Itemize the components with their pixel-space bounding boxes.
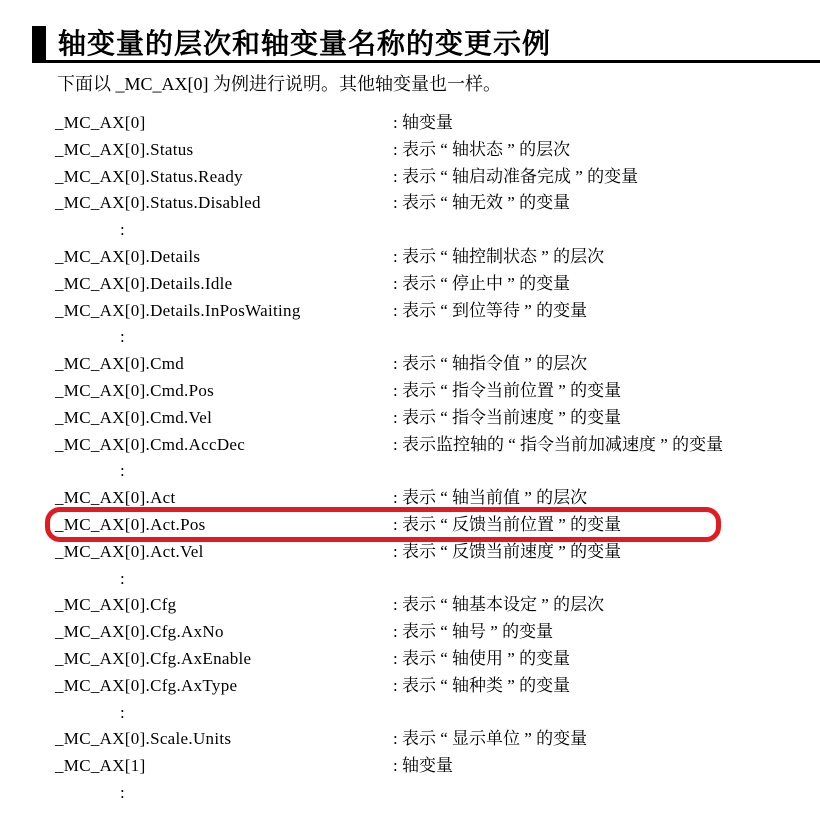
variable-row (0, 244, 820, 271)
section-header (32, 26, 551, 61)
variable-description: : 表示 “ 指令当前位置 ” 的变量 (393, 380, 622, 400)
variable-name: _MC_AX[0].Cfg.AxEnable (55, 648, 252, 668)
variable-row (0, 351, 820, 378)
variable-row (0, 405, 820, 432)
variable-row-highlighted (0, 512, 820, 539)
ellipsis-mark: : (120, 461, 125, 481)
ellipsis-mark: : (120, 220, 125, 240)
variable-name: _MC_AX[0].Status.Disabled (55, 193, 261, 213)
continuation-ellipsis (0, 780, 820, 807)
variable-row (0, 164, 820, 191)
variable-description: : 表示 “ 轴当前值 ” 的层次 (393, 488, 588, 508)
variable-row (0, 378, 820, 405)
variable-description: : 表示 “ 反馈当前速度 ” 的变量 (393, 541, 622, 561)
variable-name: _MC_AX[0].Status.Ready (55, 166, 243, 186)
variable-description: : 表示 “ 轴号 ” 的变量 (393, 622, 554, 642)
variable-row (0, 298, 820, 325)
variable-name: _MC_AX[0].Details.InPosWaiting (55, 300, 301, 320)
variable-list (0, 110, 820, 807)
variable-description: : 表示 “ 轴使用 ” 的变量 (393, 648, 571, 668)
variable-description: : 表示 “ 轴基本设定 ” 的层次 (393, 595, 605, 615)
title-marker-bar (32, 26, 46, 61)
variable-name: _MC_AX[0].Status (55, 139, 194, 159)
continuation-ellipsis (0, 324, 820, 351)
continuation-ellipsis (0, 217, 820, 244)
variable-row (0, 619, 820, 646)
variable-description: : 轴变量 (393, 756, 453, 776)
variable-description: : 表示 “ 轴启动准备完成 ” 的变量 (393, 166, 639, 186)
variable-description: : 表示 “ 轴种类 ” 的变量 (393, 675, 571, 695)
continuation-ellipsis (0, 566, 820, 593)
variable-row (0, 110, 820, 137)
variable-name: _MC_AX[0] (55, 113, 146, 132)
header-rule (32, 60, 820, 63)
variable-description: : 表示 “ 指令当前速度 ” 的变量 (393, 407, 622, 427)
variable-name: _MC_AX[0].Act.Vel (55, 541, 204, 561)
variable-description: : 表示 “ 反馈当前位置 ” 的变量 (393, 514, 622, 534)
variable-row (0, 753, 820, 780)
ellipsis-mark: : (120, 702, 125, 722)
ellipsis-mark: : (120, 782, 125, 802)
variable-name: _MC_AX[0].Cmd.Vel (55, 407, 213, 427)
variable-row (0, 592, 820, 619)
continuation-ellipsis (0, 700, 820, 727)
variable-name: _MC_AX[0].Cmd (55, 354, 185, 374)
variable-row (0, 539, 820, 566)
variable-description: : 表示 “ 轴指令值 ” 的层次 (393, 354, 588, 374)
intro-text: 下面以 _MC_AX[0] 为例进行说明。其他轴变量也一样。 (57, 74, 501, 94)
variable-name: _MC_AX[1] (55, 756, 146, 776)
variable-description: : 表示监控轴的 “ 指令当前加减速度 ” 的变量 (393, 434, 724, 454)
variable-row (0, 271, 820, 298)
variable-name: _MC_AX[0].Cfg (55, 595, 177, 615)
variable-row (0, 646, 820, 673)
variable-description: : 表示 “ 轴状态 ” 的层次 (393, 139, 571, 159)
ellipsis-mark: : (120, 327, 125, 347)
variable-row (0, 673, 820, 700)
ellipsis-mark: : (120, 568, 125, 588)
variable-row (0, 432, 820, 459)
variable-row (0, 485, 820, 512)
variable-name: _MC_AX[0].Act (55, 488, 176, 508)
variable-name: _MC_AX[0].Cmd.Pos (55, 380, 215, 400)
variable-description: : 轴变量 (393, 113, 453, 132)
continuation-ellipsis (0, 458, 820, 485)
variable-description: : 表示 “ 停止中 ” 的变量 (393, 273, 571, 293)
section-title: 轴变量的层次和轴变量名称的变更示例 (58, 28, 552, 59)
variable-name: _MC_AX[0].Cfg.AxType (55, 675, 238, 695)
variable-description: : 表示 “ 轴无效 ” 的变量 (393, 193, 571, 213)
variable-row (0, 190, 820, 217)
variable-name: _MC_AX[0].Scale.Units (55, 729, 232, 749)
variable-name: _MC_AX[0].Cmd.AccDec (55, 434, 246, 454)
variable-name: _MC_AX[0].Act.Pos (55, 514, 206, 534)
variable-description: : 表示 “ 到位等待 ” 的变量 (393, 300, 588, 320)
variable-name: _MC_AX[0].Details (55, 246, 201, 266)
variable-description: : 表示 “ 显示单位 ” 的变量 (393, 729, 588, 749)
variable-row (0, 137, 820, 164)
variable-name: _MC_AX[0].Cfg.AxNo (55, 622, 224, 642)
variable-row (0, 726, 820, 753)
variable-description: : 表示 “ 轴控制状态 ” 的层次 (393, 246, 605, 266)
variable-name: _MC_AX[0].Details.Idle (55, 273, 233, 293)
